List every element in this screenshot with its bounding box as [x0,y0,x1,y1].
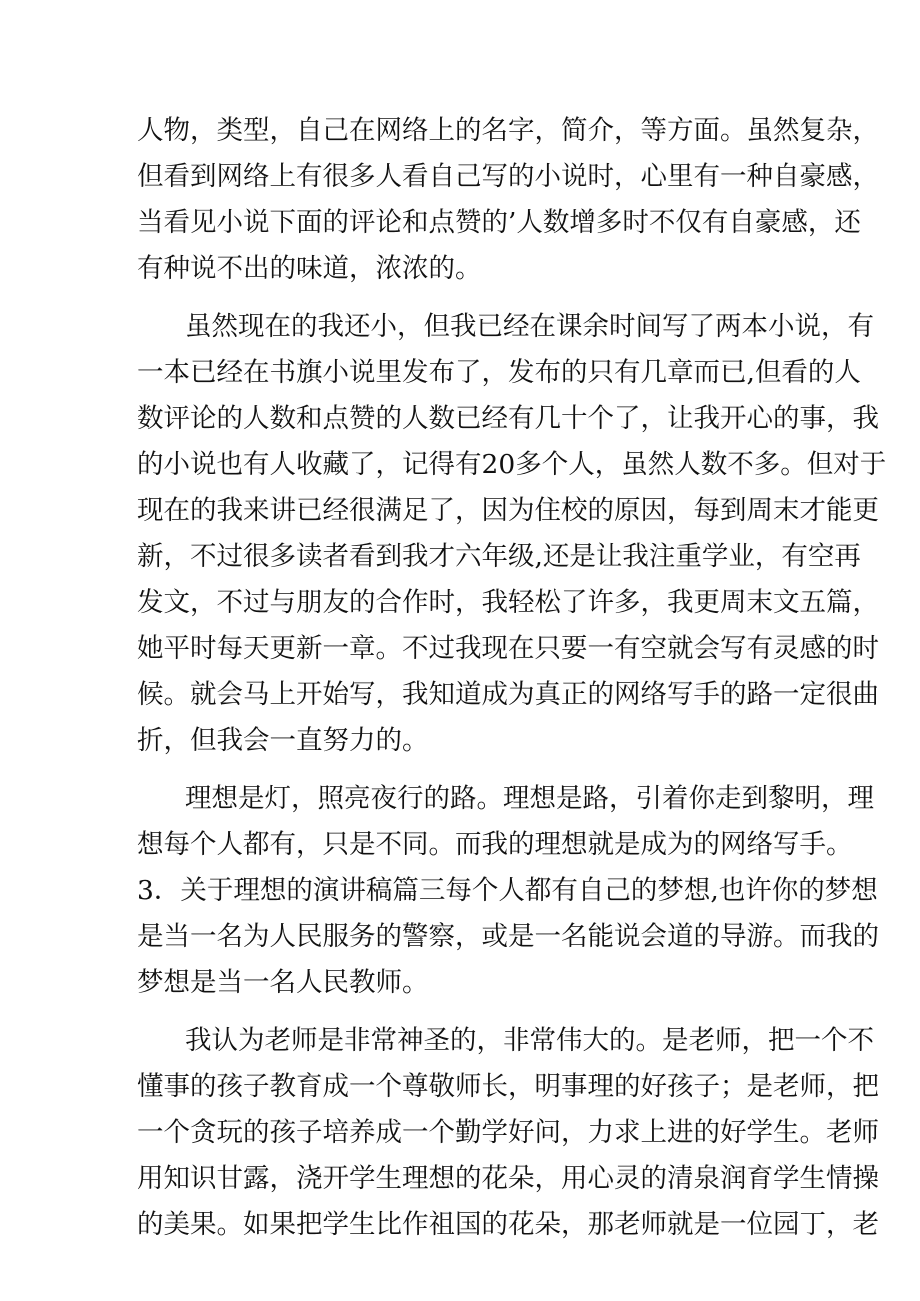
text-line: 她平时每天更新一章。不过我现在只要一有空就会写有灵感的时 [137,633,879,664]
text-line: 梦想是当一名人民教师。 [137,967,429,998]
text-line: 虽然现在的我还小，但我已经在课余时间写了两本小说，有 [185,311,874,342]
text-line: 候。就会马上开始写，我知道成为真正的网络写手的路一定很曲 [137,679,879,710]
text-line: 新，不过很多读者看到我才六年级,还是让我注重学业，有空再 [137,541,861,572]
text-line: 但看到网络上有很多人看自己写的小说时，心里有一种自豪感， [137,161,879,192]
text-line: 一本已经在书旗小说里发布了，发布的只有几章而已,但看的人 [137,357,861,388]
text-line: 用知识甘露，浇开学生理想的花朵，用心灵的清泉润育学生情操 [137,1163,879,1194]
paragraph-4 [137,868,879,1006]
text-line: 人物，类型，自己在网络上的名字，简介，等方面。虽然复杂， [137,115,879,146]
paragraph-1 [137,108,879,292]
text-line: 我认为老师是非常神圣的，非常伟大的。是老师，把一个不 [185,1025,874,1056]
paragraph-5 [137,1018,879,1248]
text-line: 想每个人都有，只是不同。而我的理想就是成为的网络写手。 [137,829,853,860]
body-text [137,108,887,1248]
text-line: 现在的我来讲已经很满足了，因为住校的原因，每到周末才能更 [137,495,879,526]
text-line: 一个贪玩的孩子培养成一个勤学好问，力求上进的好学生。老师 [137,1117,879,1148]
text-line: 当看见小说下面的评论和点赞的’人数增多时不仅有自豪感，还 [137,207,861,238]
text-line: 数评论的人数和点赞的人数已经有几十个了，让我开心的事，我 [137,403,879,434]
text-line: 是当一名为人民服务的警察，或是一名能说会道的导游。而我的 [137,921,879,952]
text-line: 折，但我会一直努力的。 [137,725,429,756]
paragraph-3 [137,776,874,868]
text-line: 的美果。如果把学生比作祖国的花朵，那老师就是一位园丁，老 [137,1209,879,1240]
text-line: 理想是灯，照亮夜行的路。理想是路，引着你走到黎明，理 [185,783,874,814]
text-line: 的小说也有人收藏了，记得有20多个人，虽然人数不多。但对于 [137,449,887,480]
text-line: 懂事的孩子教育成一个尊敬师长，明事理的好孩子；是老师，把 [137,1071,879,1102]
text-line: 有种说不出的味道，浓浓的。 [137,253,482,284]
paragraph-2 [137,304,887,764]
text-line: 3．关于理想的演讲稿篇三每个人都有自己的梦想,也许你的梦想 [137,875,878,906]
text-line: 发文，不过与朋友的合作时，我轻松了许多，我更周末文五篇， [137,587,879,618]
